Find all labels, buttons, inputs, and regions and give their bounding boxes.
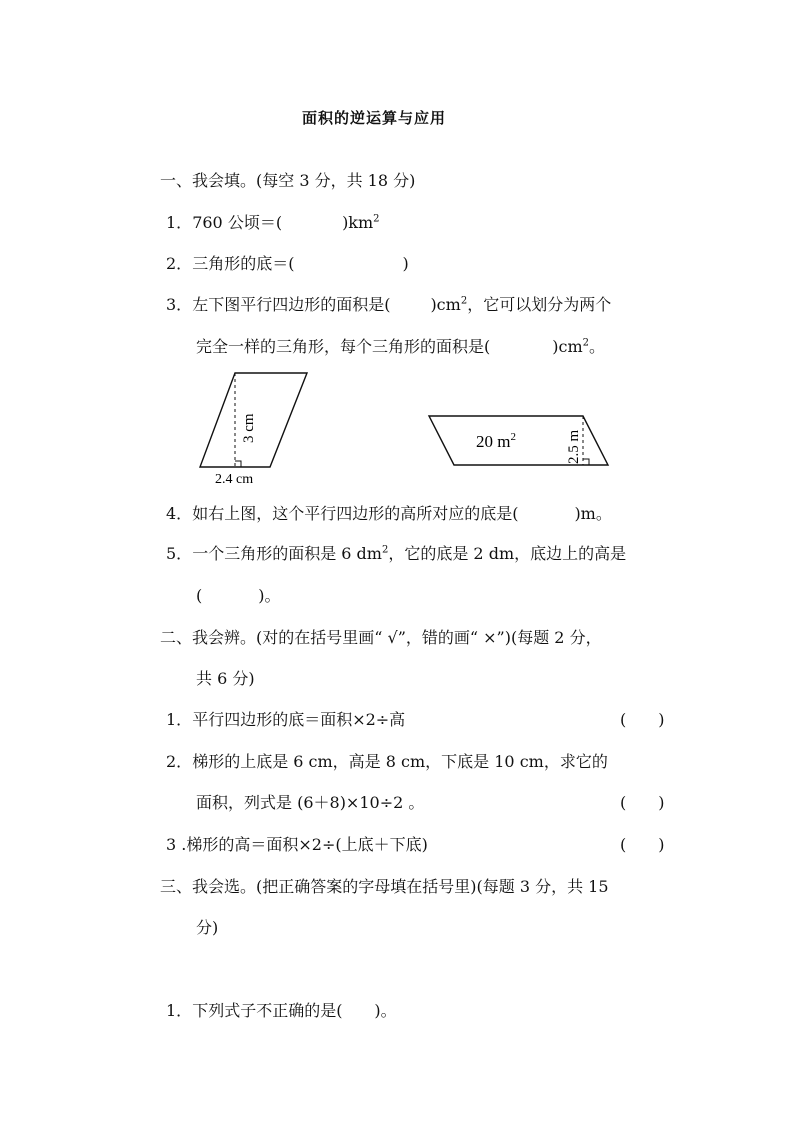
question-number: 2． xyxy=(166,254,193,273)
paren-open: ( xyxy=(196,586,203,605)
question-text-unit: )km xyxy=(342,213,374,232)
question-text-unit: )cm xyxy=(552,337,583,356)
right-angle-mark xyxy=(235,461,241,467)
question-number: 1． xyxy=(166,213,193,232)
question-1-3-line2 xyxy=(196,337,605,357)
area-label: 20 $m^2$ xyxy=(476,431,516,451)
section-3-header-line2: 分) xyxy=(196,918,219,937)
paren-close: )。 xyxy=(258,586,281,605)
question-3-1 xyxy=(166,1001,397,1021)
superscript: 2 xyxy=(460,295,468,307)
question-1-2 xyxy=(166,254,409,274)
question-number: 1． xyxy=(166,710,193,729)
question-2-3 xyxy=(166,835,428,855)
answer-paren-2-1[interactable]: ( ) xyxy=(620,710,665,729)
question-text: 下列式子不正确的是( )。 xyxy=(192,1001,397,1020)
base-label: 2.4 cm xyxy=(215,472,254,487)
question-text: 一个三角形的面积是 6 dm xyxy=(192,544,382,563)
question-1-5-line2 xyxy=(196,586,281,606)
superscript: 2 xyxy=(381,544,389,556)
question-2-1 xyxy=(166,710,405,730)
section-3-header-line1: 三、我会选。(把正确答案的字母填在括号里)(每题 3 分，共 15 xyxy=(160,877,609,896)
question-1-1 xyxy=(166,213,380,233)
question-text: 梯形的高＝面积×2÷(上底＋下底) xyxy=(186,835,428,854)
section-2-header-line1: 二、我会辨。(对的在括号里画“ √”，错的画“ ×”)(每题 2 分， xyxy=(160,628,602,647)
question-text-rest: ，它可以划分为两个 xyxy=(467,295,612,314)
question-1-3-line1 xyxy=(166,295,611,315)
question-1-4 xyxy=(166,504,612,524)
question-2-2-line1 xyxy=(166,752,608,772)
question-text: 左下图平行四边形的面积是( xyxy=(192,295,391,314)
answer-paren-2-3[interactable]: ( ) xyxy=(620,835,665,854)
height-label: 3 cm xyxy=(241,413,257,443)
question-number: 1． xyxy=(166,1001,193,1020)
right-angle-mark xyxy=(583,459,589,465)
question-text-close: ) xyxy=(402,254,409,273)
parallelogram-figure-right xyxy=(425,408,615,470)
height-label: 2.5 m xyxy=(566,429,582,464)
question-text: 三角形的底＝( xyxy=(192,254,295,273)
question-text-rest: ，它的底是 2 dm，底边上的高是 xyxy=(388,544,627,563)
section-2-header-line2: 共 6 分) xyxy=(196,669,255,688)
question-text-unit: )m。 xyxy=(574,504,612,523)
parallelogram-figure-left xyxy=(195,370,315,488)
question-number: 3 . xyxy=(166,835,187,854)
question-text-unit: )cm xyxy=(430,295,461,314)
question-2-2-line2: 面积，列式是 (6＋8)×10÷2 。 xyxy=(196,793,425,812)
superscript: 2 xyxy=(582,337,589,349)
page-title: 面积的逆运算与应用 xyxy=(302,109,447,127)
question-number: 2． xyxy=(166,752,193,771)
superscript: 2 xyxy=(373,213,380,225)
question-text: 梯形的上底是 6 cm，高是 8 cm，下底是 10 cm，求它的 xyxy=(192,752,608,771)
question-1-5-line1 xyxy=(166,544,626,564)
section-1-header: 一、我会填。(每空 3 分，共 18 分) xyxy=(160,171,416,190)
question-text: 如右上图，这个平行四边形的高所对应的底是( xyxy=(192,504,519,523)
question-number: 5． xyxy=(166,544,193,563)
answer-paren-2-2[interactable]: ( ) xyxy=(620,793,665,812)
question-number: 3． xyxy=(166,295,193,314)
question-text-end: 。 xyxy=(589,337,606,356)
question-text: 完全一样的三角形，每个三角形的面积是( xyxy=(196,337,491,356)
question-text: 平行四边形的底＝面积×2÷高 xyxy=(192,710,406,729)
question-number: 4． xyxy=(166,504,193,523)
question-text: 760 公顷＝( xyxy=(192,213,283,232)
